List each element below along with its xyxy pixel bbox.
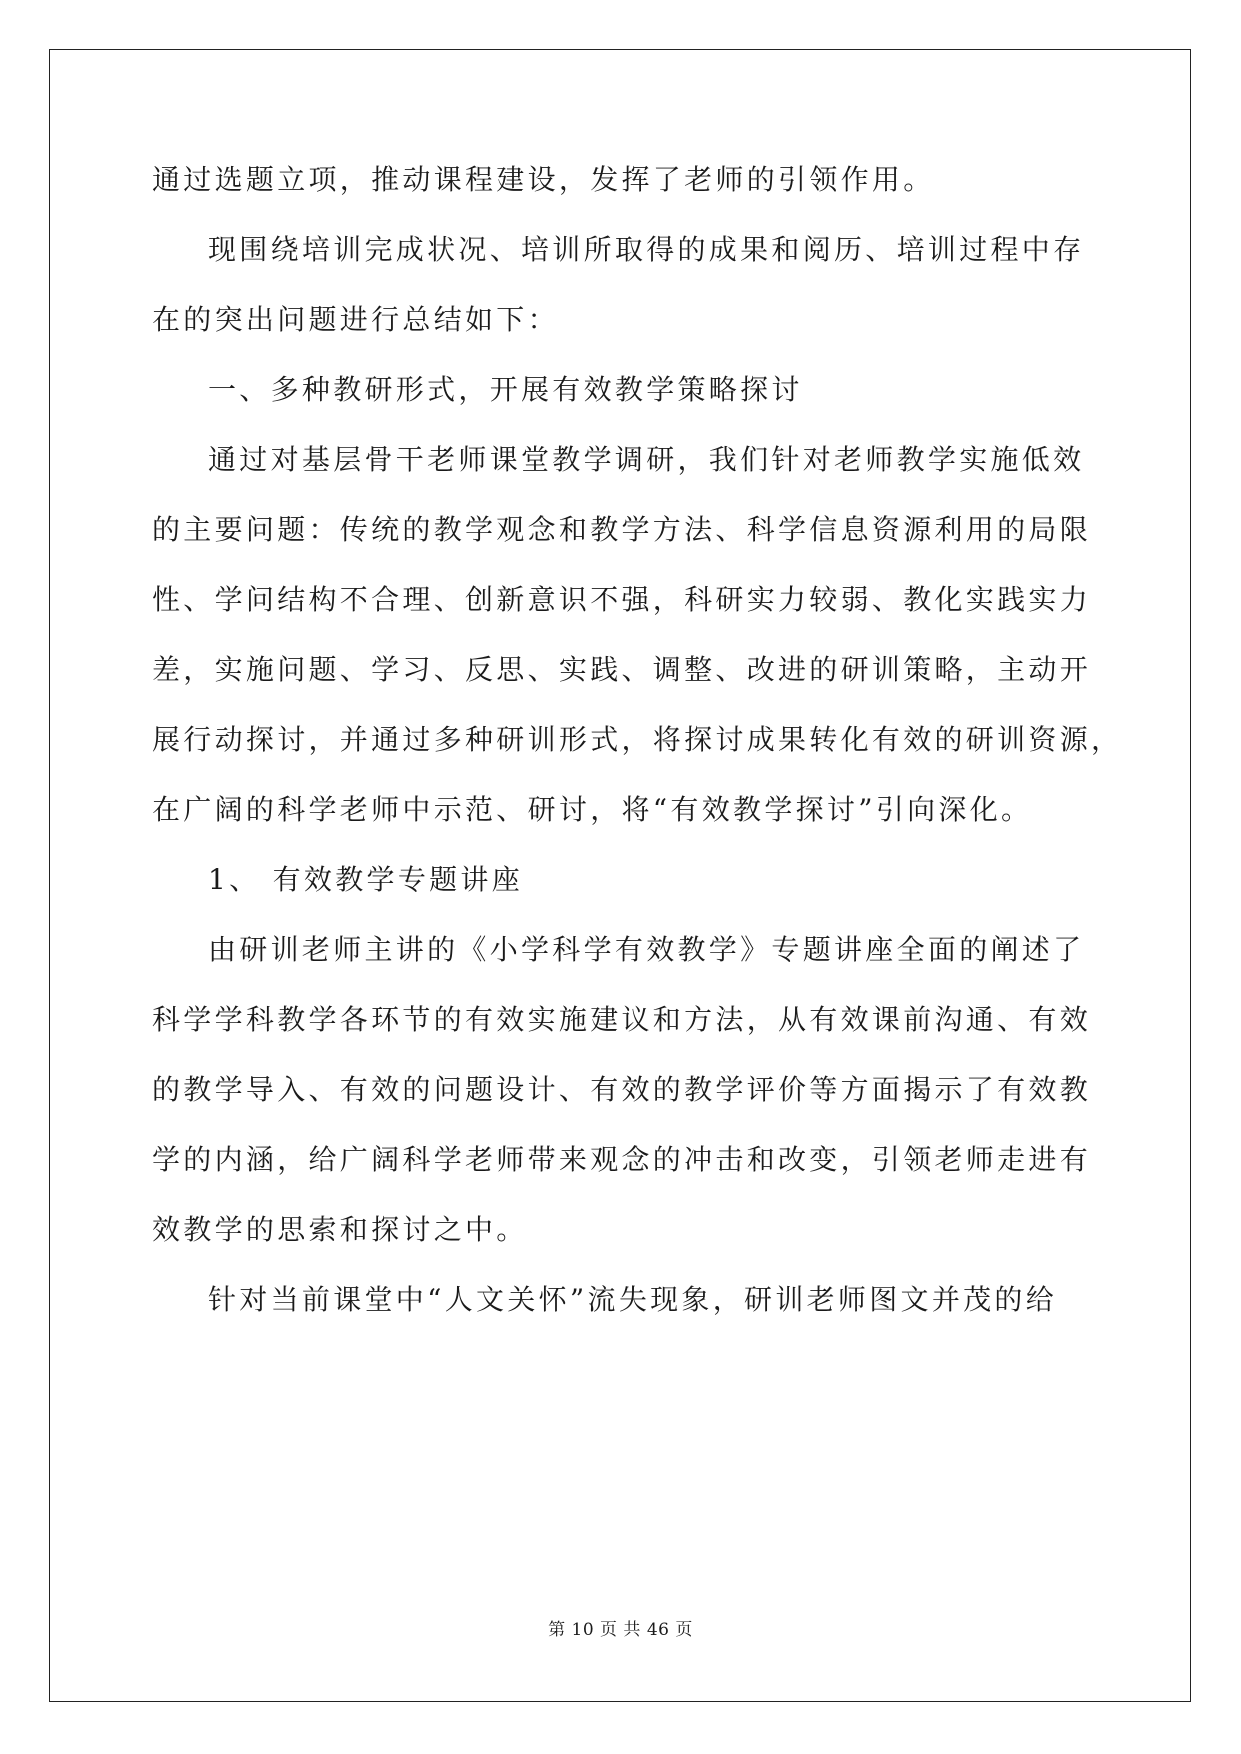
text-line: 在广阔的科学老师中示范、研讨，将“有效教学探讨”引向深化。	[152, 793, 1033, 826]
page-number-footer: 第 10 页 共 46 页	[548, 1620, 693, 1640]
text-line: 现围绕培训完成状况、培训所取得的成果和阅历、培训过程中存	[208, 233, 1085, 266]
text-line: 通过对基层骨干老师课堂教学调研，我们针对老师教学实施低效	[208, 443, 1085, 476]
subsection-heading: 1、 有效教学专题讲座	[208, 863, 524, 896]
section-heading: 一、多种教研形式，开展有效教学策略探讨	[208, 373, 803, 406]
text-line: 由研训老师主讲的《小学科学有效教学》专题讲座全面的阐述了	[208, 933, 1085, 966]
text-line: 针对当前课堂中“人文关怀”流失现象，研训老师图文并茂的给	[208, 1283, 1058, 1316]
text-line: 的主要问题：传统的教学观念和教学方法、科学信息资源利用的局限	[152, 513, 1092, 546]
text-line: 科学学科教学各环节的有效实施建议和方法，从有效课前沟通、有效	[152, 1003, 1092, 1036]
text-line: 学的内涵，给广阔科学老师带来观念的冲击和改变，引领老师走进有	[152, 1143, 1092, 1176]
text-line: 性、学问结构不合理、创新意识不强，科研实力较弱、教化实践实力	[152, 583, 1092, 616]
text-line: 的教学导入、有效的问题设计、有效的教学评价等方面揭示了有效教	[152, 1073, 1092, 1106]
text-line: 效教学的思索和探讨之中。	[152, 1213, 528, 1246]
text-line: 差，实施问题、学习、反思、实践、调整、改进的研训策略，主动开	[152, 653, 1092, 686]
text-line: 通过选题立项，推动课程建设，发挥了老师的引领作用。	[152, 163, 935, 196]
text-line: 展行动探讨，并通过多种研训形式，将探讨成果转化有效的研训资源，	[152, 723, 1123, 756]
text-line: 在的突出问题进行总结如下：	[152, 303, 559, 336]
